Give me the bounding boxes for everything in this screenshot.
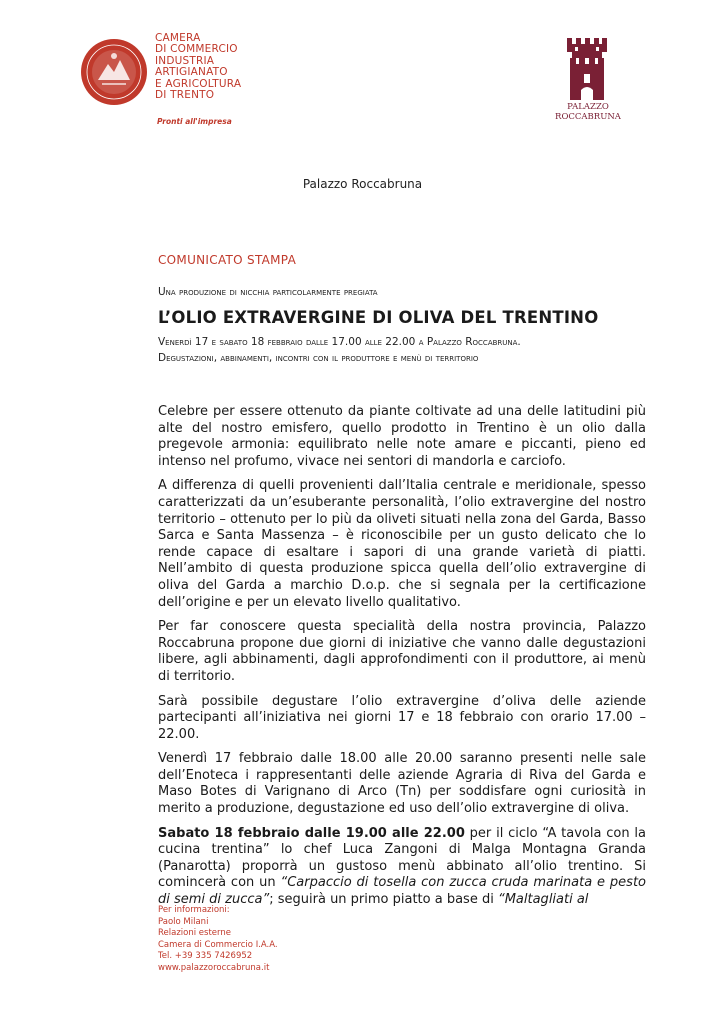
- org-line: ARTIGIANATO: [155, 66, 228, 79]
- dish-name: “Carpaccio di tosella con zucca cruda marinata e pesto di semi di zucca”: [158, 875, 646, 908]
- body-text: [158, 404, 646, 917]
- chamber-seal-logo: [80, 38, 148, 106]
- palazzo-logo-line: ROCCABRUNA: [555, 112, 621, 122]
- chamber-name: [155, 33, 275, 101]
- footer-line: Per informazioni:: [158, 905, 230, 915]
- paragraph: Venerdì 17 febbraio dalle 18.00 alle 20.00 saranno presenti nelle sale dell’Enoteca i rappresentanti delle aziende Agraria di Riva del Garda e Maso Botes di Varignano di Arco (Tn) per soddisfare ogni curiosità in merito a produzione, degustazione ed uso dell’olio extravergine di oliva.: [158, 751, 646, 817]
- paragraph-text: ; seguirà un primo piatto a base di: [269, 892, 498, 908]
- paragraph-last: [158, 826, 646, 909]
- footer-website-link[interactable]: www.palazzoroccabruna.it: [158, 962, 270, 973]
- event-line: Venerdì 17 e sabato 18 febbraio dalle 17.00 alle 22.00 a Palazzo Roccabruna.: [158, 336, 521, 348]
- paragraph: Celebre per essere ottenuto da piante coltivate ad una delle latitudini più alte del nostro emisfero, quello prodotto in Trentino è un olio dalla pregevole armonia: equilibrato nelle note amare e piccanti, pieno ed intenso nel profumo, vivace nei sentori di mandorla e carciofo.: [158, 404, 646, 469]
- palazzo-logo-text: [548, 102, 628, 122]
- tagline: Pronti all'impresa: [157, 117, 232, 126]
- castle-logo-icon: [565, 38, 609, 100]
- footer-line: Tel. +39 335 7426952: [158, 951, 253, 962]
- palazzo-logo-line: PALAZZO: [567, 102, 609, 112]
- org-line: CAMERA: [155, 32, 201, 44]
- press-release-label: COMUNICATO STAMPA: [158, 253, 297, 267]
- org-line: DI TRENTO: [155, 89, 215, 102]
- paragraph-bold-lead: Sabato 18 febbraio dalle 19.00 alle 22.00: [158, 825, 465, 841]
- footer-line: Paolo Milani: [158, 916, 209, 927]
- dish-name: “Maltagliati al: [497, 892, 589, 908]
- paragraph: Sarà possibile degustare l’olio extravergine d’oliva delle aziende partecipanti all’iniziativa nei giorni 17 e 18 febbraio con orario 17.00 – 22.00.: [158, 693, 646, 742]
- kicker: Una produzione di nicchia particolarmente pregiata: [158, 286, 378, 298]
- headline: L’OLIO EXTRAVERGINE DI OLIVA DEL TRENTINO: [158, 308, 599, 327]
- footer-line: Camera di Commercio I.A.A.: [158, 939, 278, 950]
- org-line: INDUSTRIA: [155, 54, 215, 67]
- event-info: [158, 334, 658, 366]
- org-line: E AGRICOLTURA: [155, 77, 242, 90]
- page-subtitle: Palazzo Roccabruna: [302, 177, 423, 191]
- event-line: Degustazioni, abbinamenti, incontri con il produttore e menù di territorio: [158, 352, 479, 364]
- footer-line: Relazioni esterne: [158, 928, 231, 939]
- org-line: DI COMMERCIO: [155, 43, 238, 56]
- paragraph: A differenza di quelli provenienti dall’Italia centrale e meridionale, spesso caratterizzati da un’esuberante personalità, l’olio extravergine del nostro territorio – ottenuto per lo più da oliveti situati nella zona del Garda, Basso Sarca e Santa Massenza – è riconoscibile per un gusto delicato che lo rende capace di esaltare i sapori di una grande varietà di piatti. Nell’ambito di questa produzione spicca quella dell’olio extravergine di oliva del Garda a marchio D.o.p. che si segnala per la certificazione dell’origine e per un elevato livello qualitativo.: [158, 478, 646, 610]
- paragraph-text: per il ciclo “A tavola con la cucina trentina” lo chef Luca Zangoni di Malga Montagna Granda (Panarotta) proporrà un gustoso menù abbinato all’olio trentino. Si comincerà con un: [158, 825, 646, 891]
- footer-contact: [158, 905, 458, 975]
- paragraph: Per far conoscere questa specialità della nostra provincia, Palazzo Roccabruna propone due giorni di iniziative che vanno dalle degustazioni libere, agli abbinamenti, dagli approfondimenti con il produttore, ai menù di territorio.: [158, 619, 646, 684]
